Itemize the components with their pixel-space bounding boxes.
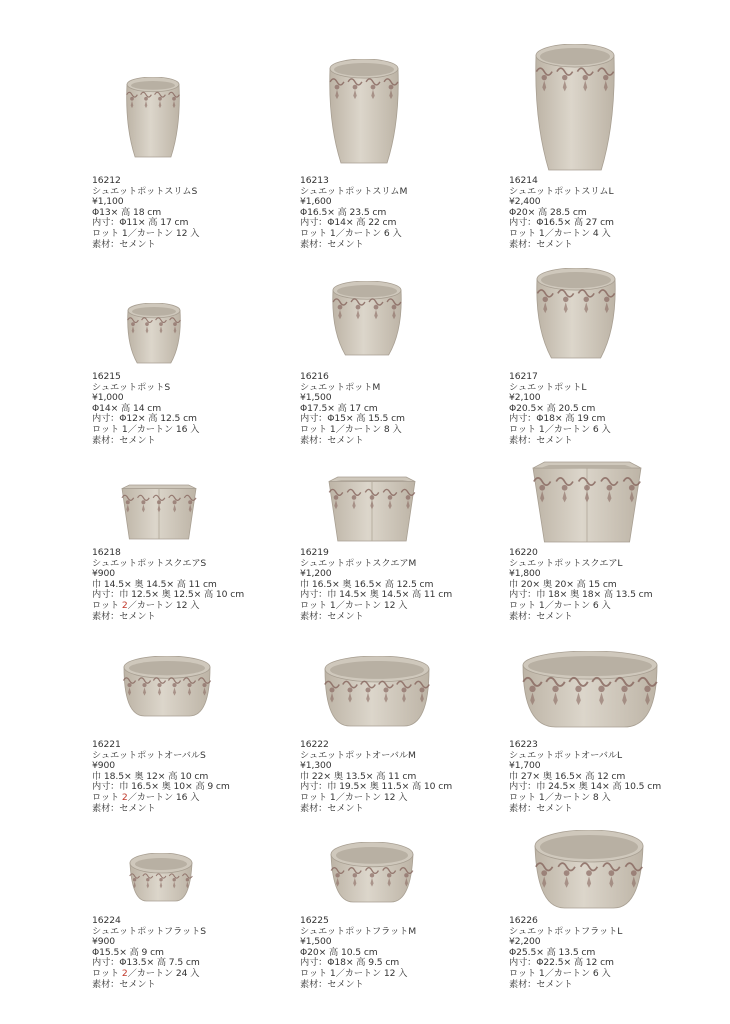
product-size: 巾 18.5× 奥 12× 高 10 cm	[92, 770, 209, 782]
lot-prefix: ロット	[92, 967, 122, 979]
product-name: シュエットポットスクエアS	[92, 557, 207, 569]
product-material: 素材：セメント	[300, 238, 364, 250]
product-material: 素材：セメント	[92, 434, 156, 446]
product-code: 16219	[300, 547, 329, 558]
product-info	[92, 916, 206, 990]
product-info	[509, 176, 614, 250]
lot-prefix: ロット 1／カートン 8 入	[300, 423, 402, 435]
product-info	[509, 916, 622, 990]
product-price: ¥1,600	[300, 196, 332, 208]
product-material: 素材：セメント	[509, 610, 573, 622]
product-info	[92, 372, 199, 446]
product-code: 16217	[509, 371, 538, 382]
lot-prefix: ロット 1／カートン 12 入	[300, 791, 408, 803]
product-info	[509, 548, 652, 622]
lot-suffix: ／カートン 12 入	[127, 599, 200, 611]
product-size: Φ20.5× 高 20.5 cm	[509, 402, 596, 414]
product-material: 素材：セメント	[300, 434, 364, 446]
product-inner-size: 内寸：Φ14× 高 22 cm	[300, 217, 397, 229]
product-code: 16223	[509, 739, 538, 750]
product-image	[120, 483, 198, 541]
lot-suffix: ／カートン 16 入	[127, 791, 200, 803]
product-inner-size: 内寸：巾 14.5× 奥 14.5× 高 11 cm	[300, 589, 453, 601]
product-inner-size: 内寸：Φ12× 高 12.5 cm	[92, 413, 197, 425]
product-lot	[509, 229, 614, 240]
product-code: 16215	[92, 371, 121, 382]
product-price: ¥2,400	[509, 196, 541, 208]
product-lot	[300, 425, 405, 436]
product-lot	[300, 229, 407, 240]
product-size: 巾 20× 奥 20× 高 15 cm	[509, 578, 617, 590]
product-name: シュエットポットオーバルL	[509, 749, 622, 761]
product-inner-size: 内寸：Φ18× 高 19 cm	[509, 413, 606, 425]
product-size: Φ13× 高 18 cm	[92, 206, 162, 218]
product-lot	[509, 793, 661, 804]
product-code: 16214	[509, 175, 538, 186]
product-info	[509, 740, 661, 814]
lot-prefix: ロット 1／カートン 6 入	[509, 599, 611, 611]
product-lot	[509, 969, 622, 980]
product-material: 素材：セメント	[92, 802, 156, 814]
product-price: ¥2,100	[509, 392, 541, 404]
product-lot	[92, 969, 206, 980]
product-size: Φ20× 高 28.5 cm	[509, 206, 587, 218]
product-image	[521, 651, 659, 729]
product-code: 16220	[509, 547, 538, 558]
product-image	[126, 303, 182, 365]
product-lot	[300, 969, 416, 980]
product-code: 16218	[92, 547, 121, 558]
product-inner-size: 内寸：Φ13.5× 高 7.5 cm	[92, 957, 200, 969]
product-info	[509, 372, 611, 446]
lot-prefix: ロット 1／カートン 12 入	[92, 227, 200, 239]
product-name: シュエットポットL	[509, 381, 587, 393]
product-lot	[92, 229, 199, 240]
product-code: 16213	[300, 175, 329, 186]
product-info	[92, 176, 199, 250]
product-price: ¥1,500	[300, 392, 332, 404]
product-info	[92, 740, 230, 814]
product-price: ¥1,100	[92, 196, 124, 208]
product-inner-size: 内寸：Φ18× 高 9.5 cm	[300, 957, 400, 969]
product-material: 素材：セメント	[300, 978, 364, 990]
product-name: シュエットポットスリムS	[92, 185, 198, 197]
product-size: 巾 27× 奥 16.5× 高 12 cm	[509, 770, 626, 782]
product-inner-size: 内寸：巾 24.5× 奥 14× 高 10.5 cm	[509, 781, 662, 793]
product-image	[122, 656, 212, 718]
product-material: 素材：セメント	[509, 238, 573, 250]
product-image	[533, 830, 645, 910]
product-code: 16226	[509, 915, 538, 926]
product-material: 素材：セメント	[509, 978, 573, 990]
product-price: ¥1,700	[509, 760, 541, 772]
product-price: ¥1,000	[92, 392, 124, 404]
product-size: 巾 14.5× 奥 14.5× 高 11 cm	[92, 578, 217, 590]
product-lot	[92, 601, 244, 612]
lot-prefix: ロット 1／カートン 16 入	[92, 423, 200, 435]
product-lot	[509, 601, 652, 612]
product-info	[300, 740, 452, 814]
product-size: Φ17.5× 高 17 cm	[300, 402, 378, 414]
product-inner-size: 内寸：Φ15× 高 15.5 cm	[300, 413, 405, 425]
product-material: 素材：セメント	[300, 610, 364, 622]
lot-prefix: ロット 1／カートン 6 入	[509, 423, 611, 435]
product-image	[323, 656, 431, 728]
lot-prefix: ロット 1／カートン 6 入	[300, 227, 402, 239]
lot-prefix: ロット 1／カートン 4 入	[509, 227, 611, 239]
product-material: 素材：セメント	[509, 434, 573, 446]
product-size: 巾 16.5× 奥 16.5× 高 12.5 cm	[300, 578, 434, 590]
product-name: シュエットポットS	[92, 381, 171, 393]
product-info	[92, 548, 244, 622]
product-name: シュエットポットフラットM	[300, 925, 417, 937]
product-image	[331, 281, 403, 357]
product-info	[300, 372, 405, 446]
product-name: シュエットポットスクエアL	[509, 557, 623, 569]
lot-highlight: 2	[121, 599, 128, 611]
product-image	[328, 59, 400, 165]
product-inner-size: 内寸：巾 12.5× 奥 12.5× 高 10 cm	[92, 589, 245, 601]
product-name: シュエットポットオーバルS	[92, 749, 206, 761]
product-lot	[92, 425, 199, 436]
product-image	[128, 853, 194, 903]
product-name: シュエットポットスクエアM	[300, 557, 417, 569]
product-inner-size: 内寸：巾 18× 奥 18× 高 13.5 cm	[509, 589, 653, 601]
product-inner-size: 内寸：巾 19.5× 奥 11.5× 高 10 cm	[300, 781, 453, 793]
product-info	[300, 916, 416, 990]
product-code: 16216	[300, 371, 329, 382]
product-size: Φ15.5× 高 9 cm	[92, 946, 164, 958]
product-image	[125, 77, 181, 159]
product-image	[327, 475, 417, 543]
product-inner-size: 内寸：Φ11× 高 17 cm	[92, 217, 189, 229]
product-lot	[300, 601, 452, 612]
lot-prefix: ロット 1／カートン 12 入	[300, 599, 408, 611]
lot-highlight: 2	[121, 967, 128, 979]
lot-prefix: ロット 1／カートン 6 入	[509, 967, 611, 979]
product-name: シュエットポットフラットL	[509, 925, 623, 937]
product-size: Φ25.5× 高 13.5 cm	[509, 946, 596, 958]
product-size: 巾 22× 奥 13.5× 高 11 cm	[300, 770, 417, 782]
product-price: ¥900	[92, 568, 115, 580]
lot-prefix: ロット	[92, 791, 122, 803]
product-name: シュエットポットフラットS	[92, 925, 206, 937]
product-size: Φ16.5× 高 23.5 cm	[300, 206, 387, 218]
product-code: 16221	[92, 739, 121, 750]
product-image	[531, 460, 643, 544]
product-image	[329, 842, 415, 904]
product-inner-size: 内寸：Φ22.5× 高 12 cm	[509, 957, 614, 969]
product-name: シュエットポットオーバルM	[300, 749, 416, 761]
lot-prefix: ロット 1／カートン 8 入	[509, 791, 611, 803]
lot-highlight: 2	[121, 791, 128, 803]
lot-suffix: ／カートン 24 入	[127, 967, 200, 979]
product-material: 素材：セメント	[509, 802, 573, 814]
product-price: ¥1,300	[300, 760, 332, 772]
product-info	[300, 548, 452, 622]
product-code: 16225	[300, 915, 329, 926]
product-inner-size: 内寸：Φ16.5× 高 27 cm	[509, 217, 614, 229]
lot-prefix: ロット	[92, 599, 122, 611]
product-material: 素材：セメント	[300, 802, 364, 814]
product-price: ¥1,800	[509, 568, 541, 580]
product-material: 素材：セメント	[92, 978, 156, 990]
product-price: ¥900	[92, 760, 115, 772]
lot-prefix: ロット 1／カートン 12 入	[300, 967, 408, 979]
product-lot	[509, 425, 611, 436]
product-size: Φ20× 高 10.5 cm	[300, 946, 378, 958]
product-price: ¥1,500	[300, 936, 332, 948]
product-name: シュエットポットM	[300, 381, 381, 393]
product-name: シュエットポットスリムM	[300, 185, 408, 197]
product-inner-size: 内寸：巾 16.5× 奥 10× 高 9 cm	[92, 781, 230, 793]
product-price: ¥1,200	[300, 568, 332, 580]
product-info	[300, 176, 407, 250]
product-size: Φ14× 高 14 cm	[92, 402, 162, 414]
product-name: シュエットポットスリムL	[509, 185, 614, 197]
product-image	[534, 44, 616, 172]
product-price: ¥900	[92, 936, 115, 948]
product-material: 素材：セメント	[92, 610, 156, 622]
product-code: 16224	[92, 915, 121, 926]
product-code: 16212	[92, 175, 121, 186]
product-lot	[300, 793, 452, 804]
product-price: ¥2,200	[509, 936, 541, 948]
product-lot	[92, 793, 230, 804]
product-code: 16222	[300, 739, 329, 750]
product-image	[535, 268, 617, 360]
product-material: 素材：セメント	[92, 238, 156, 250]
